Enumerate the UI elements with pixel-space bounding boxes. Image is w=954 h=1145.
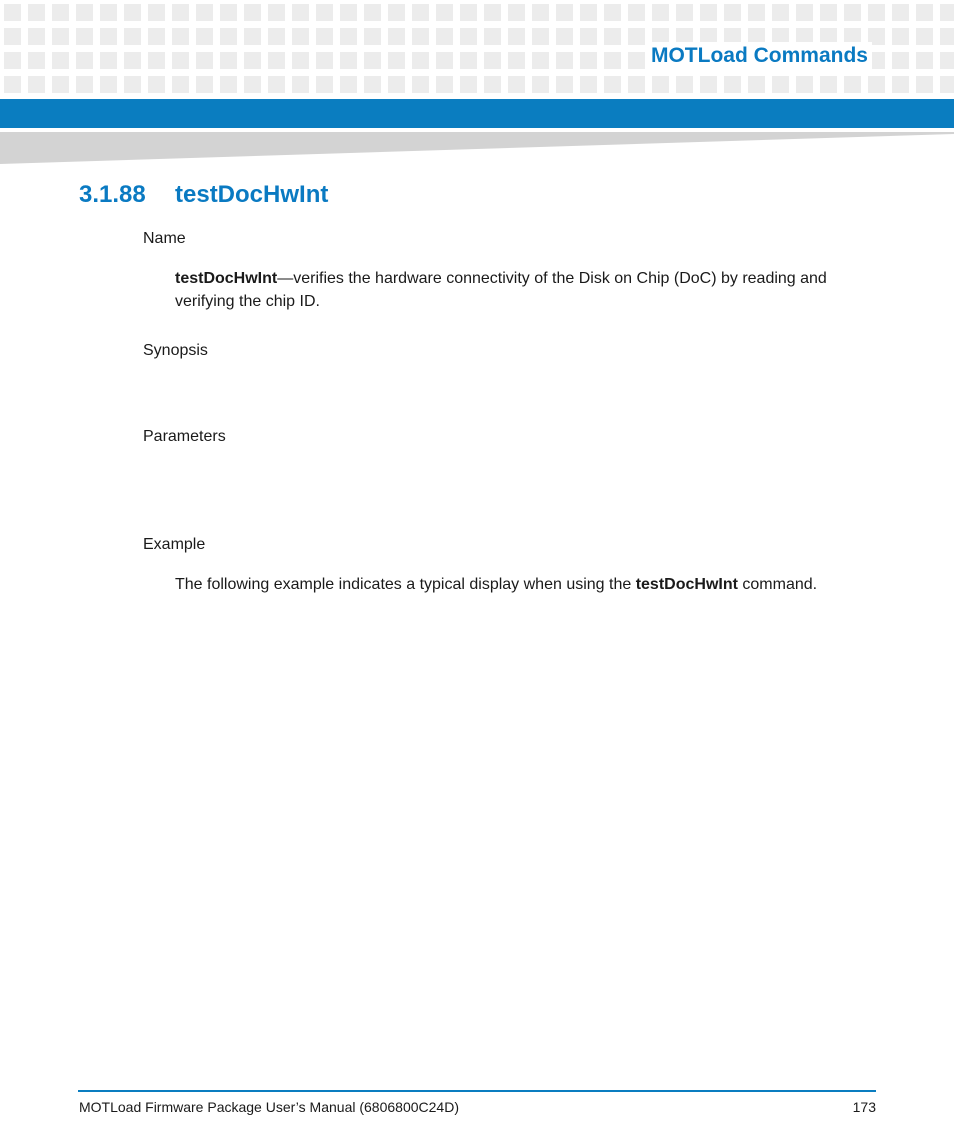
footer-page-number: 173 — [852, 1099, 876, 1115]
name-description — [175, 267, 875, 313]
section-title: testDocHwInt — [175, 181, 329, 208]
section-number: 3.1.88 — [79, 181, 146, 208]
header-blue-bar — [0, 99, 954, 128]
parameters-label: Parameters — [143, 428, 226, 445]
name-label: Name — [143, 230, 186, 247]
footer-manual-title: MOTLoad Firmware Package User’s Manual (6806800C24D) — [79, 1099, 459, 1115]
header-grey-wedge — [0, 132, 954, 164]
example-text-before: The following example indicates a typical display when using the — [175, 576, 636, 593]
synopsis-label: Synopsis — [143, 342, 208, 359]
running-header-title: MOTLoad Commands — [647, 42, 872, 70]
example-command: testDocHwInt — [635, 576, 738, 593]
example-label: Example — [143, 536, 206, 553]
name-command: testDocHwInt — [175, 270, 278, 287]
name-text: —verifies the hardware connectivity of the Disk on Chip (DoC) by reading and verifying the chip ID. — [175, 270, 827, 310]
example-description — [175, 573, 875, 596]
footer-rule — [78, 1090, 876, 1092]
example-text-after: command. — [737, 576, 818, 593]
section-heading — [79, 181, 328, 209]
